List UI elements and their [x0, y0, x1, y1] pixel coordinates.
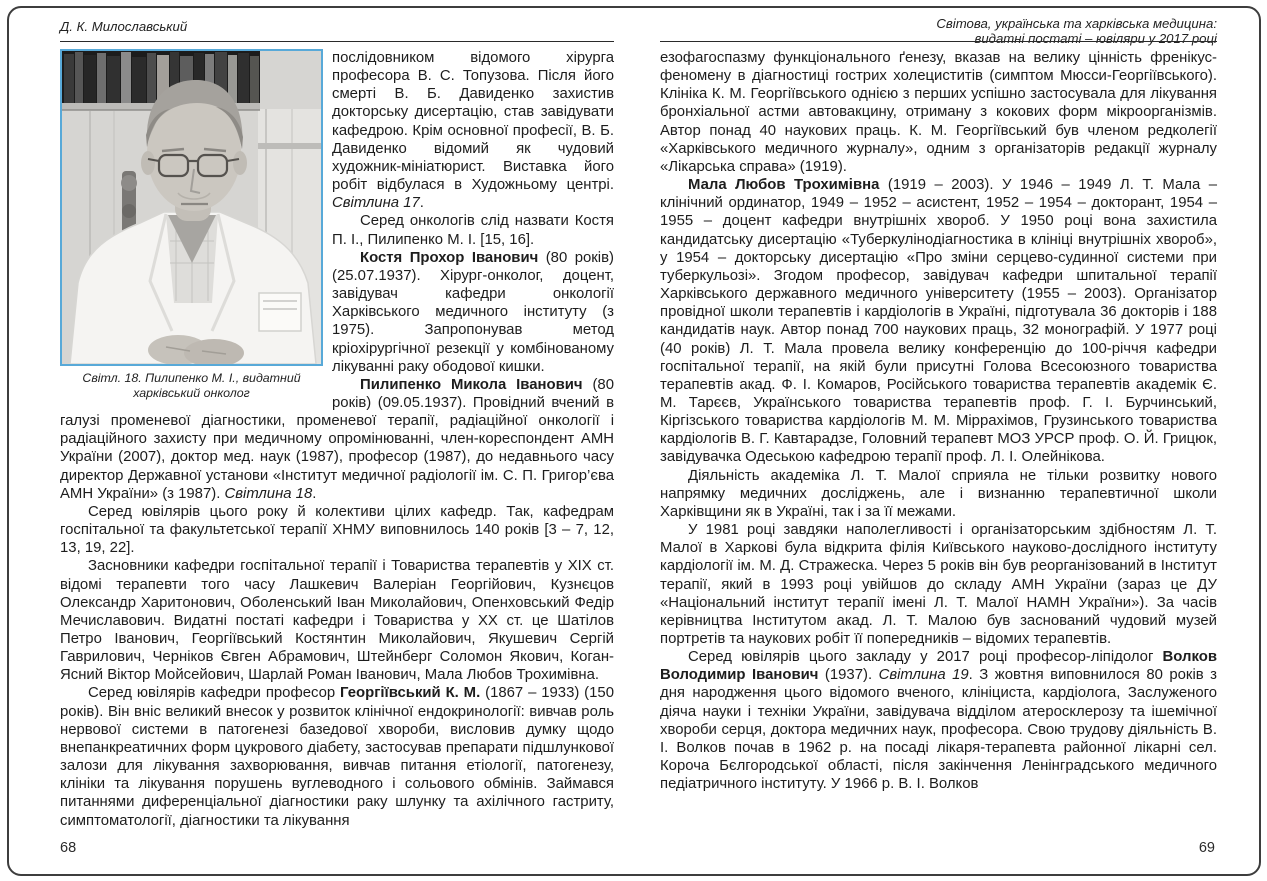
paragraph: Серед ювілярів цього закладу у 2017 році професор-ліпідолог Волков Володимир Іванович (1937). Світлина 19. З жовтня виповнилося 80 років з дня народження цього відомого вченого, клініциста, кардіолога, Заслуженого діяча науки і техніки України, завідувача відділом атеросклерозу та ішемічної хвороби серця, доктора медичних наук, професора. Свою трудову діяльність В. І. Волков почав в 1962 р. на посаді лікаря-терапевта районної лікарні сел. Короча Бєлгородської області, після закінчення Ленінградського медичного педіатричного інституту. У 1966 р. В. І. Волков	[660, 649, 1217, 793]
paragraph: У 1981 році завдяки наполегливості і організаторським здібностям Л. Т. Малої в Харкові була відкрита філія Київського науково-дослідного інституту кардіології ім. М. Д. Стражеска. Через 5 років він був реорганізований в Інститут терапії, який в 1993 році увійшов до складу АМН України (зараз це ДУ «Національний інститут терапії імені Л. Т. Малої НАМН України»). За часів керівництва Інститутом акад. Л. Т. Малою був заснований чудовий музей портретів та наукових робіт її попередників – відомих терапевтів.	[660, 522, 1217, 647]
book-spread	[7, 6, 1261, 876]
paragraph: Серед ювілярів кафедри професор Георгіївський К. М. (1867 – 1933) (150 років). Він вніс великий внесок у розвиток клінічної ендокринології: вивчав роль нервової системи в патогенезі базедової хвороби, висловив думку щодо внепанкреатичних форм цукрового діабету, застосував препарати підшлункової залози для лікування захворювання, вивчав питання етіології, патогенезу, клініки та лікування порушень вуглеводного і сольового обмінів. Займався питаннями диференціальної діагностики раку шлунку та ахілічного гастриту, симптоматології, діагностики та лікування	[60, 685, 614, 829]
right-page-body	[660, 49, 1217, 793]
header-rule	[660, 41, 1217, 42]
paragraph: Серед онкологів слід назвати Костя П. І., Пилипенко М. І. [15, 16].	[332, 213, 614, 248]
running-head-line2: видатні постаті – ювіляри у 2017 році	[974, 30, 1217, 46]
photo-caption: Світл. 18. Пилипенко М. І., видатний харківський онколог	[82, 371, 301, 400]
paragraph: Діяльність академіка Л. Т. Малої сприяла не тільки розвитку нового напрямку медичних досліджень, але і визнанню терапевтичної школи Харківщини як в Україні, так і за її межами.	[660, 467, 1217, 520]
running-head-author: Д. К. Милославський	[60, 19, 188, 34]
paragraph: Мала Любов Трохимівна (1919 – 2003). У 1946 – 1949 Л. Т. Мала – клінічний ординатор, 1949 – 1952 – асистент, 1952 – 1954 – докторант, 1954 – 1955 – доцент кафедри внутрішніх хвороб. У 1950 році вона захистила кандидатську дисертацію «Туберкулінодіагностика в клініці внутрішніх хвороб», у 1954 – докторську дисертацію «Про зміни серцево-судинної системи при туберкульозі». Згодом професор, завідувач кафедри шпитальної терапії Харківського державного медичного університету (1955 – 2003). Організатор провідної школи терапевтів і кардіологів в Україні, підготувала 36 докторів і 188 кандидатів наук. Автор понад 700 наукових праць, 32 монографій. У 1977 році (40 років) Л. Т. Мала провела велику конференцію до 100-річчя кафедри госпітальної терапії, на якій були присутні Голова Всесоюзного товариства терапевтів акад. Ф. І. Комаров, Російського товариства терапевтів академік Є. М. Тарєєв, Українського товариства терапевтів проф. Г. І. Бурчинський, Кіргізського товариства кардіологів М. М. Міррахімов, Грузинського товариства кардіологів В. Г. Кавтарадзе, Головний терапевт МОЗ УРСР проф. О. Й. Грицюк, завідувачка Одеською кафедрою терапії проф. Л. І. Олейнікова.	[660, 177, 1218, 466]
header-rule	[60, 41, 614, 42]
page-number-left: 68	[60, 840, 77, 856]
paragraph: послідовником відомого хірурга професора В. С. Топузова. Після його смерті В. Б. Давиденко захистив докторську дисертацію, став завідувати кафедрою. Крім основної професії, В. Б. Давиденко відомий як чудовий художник-мініатюрист. Виставка його робіт відбулася в Художньому центрі. Світлина 17.	[332, 50, 614, 212]
left-page-body	[60, 49, 614, 830]
page-number-right: 69	[1198, 840, 1215, 856]
portrait-photo	[60, 49, 323, 366]
portrait-illustration	[62, 51, 321, 364]
paragraph: езофагоспазму функціонального ґенезу, вказав на велику цінність френікус-феномену в діагностиці гострих холециститів (симптом Мюсси-Георгіївського). Клініка К. М. Георгіївського однією з перших успішно застосувала для лікування бронхіальної астми автовакцину, отриману з кокових форм мікроорганізмів. Автор понад 40 наукових праць. К. М. Георгіївський був членом редколегії «Харківського медичного журналу», одним з організаторів редакції журналу «Лікарська справа» (1919).	[660, 50, 1217, 175]
photo-block	[60, 49, 332, 407]
paragraph: Пилипенко Микола Іванович (80 років) (09.05.1937). Провідний вчений в галузі променевої діагностики, променевої терапії, радіаційної онкології і радіаційного захисту при медичному опромінюванні, член-кореспондент АМН України (2007), доктор мед. наук (1987), професор (1987), до недавнього часу директор Державної установи «Інститут медичної радіології ім. С. П. Григор’єва АМН України» (з 1987). Світлина 18.	[60, 376, 614, 502]
running-head-line1: Світова, українська та харківська медицина:	[936, 16, 1217, 31]
paragraph: Костя Прохор Іванович (80 років) (25.07.1937). Хірург-онколог, доцент, завідувач кафедри онкології Харківського медичного інституту (з 1975). Запропонував метод кріохірургічної резекції у комбінованому лікуванні раку ободової кишки.	[332, 249, 614, 375]
paragraph: Засновники кафедри госпітальної терапії і Товариства терапевтів у XIX ст. відомі терапевти того часу Лашкевич Валеріан Георгійович, Кузнєцов Олександр Харитонович, Оболенський Іван Миколайович, Опенховський Федір Мечиславович. Видатні постаті кафедри і Товариства у XX ст. це Шатілов Петро Іванович, Георгіївський Костянтин Миколайович, Якушевич Сергій Гаврилович, Черніков Євген Абрамович, Штейнберг Соломон Якович, Коган-Ясний Віктор Мойсейович, Шарлай Роман Іванович, Мала Любов Трохимівна.	[60, 558, 614, 684]
paragraph: Серед ювілярів цього року й колективи цілих кафедр. Так, кафедрам госпітальної та факультетської терапії ХНМУ виповнилось 140 років [3 – 7, 12, 13, 19, 22].	[60, 503, 614, 557]
page-left	[60, 8, 614, 874]
page-right	[660, 8, 1217, 874]
